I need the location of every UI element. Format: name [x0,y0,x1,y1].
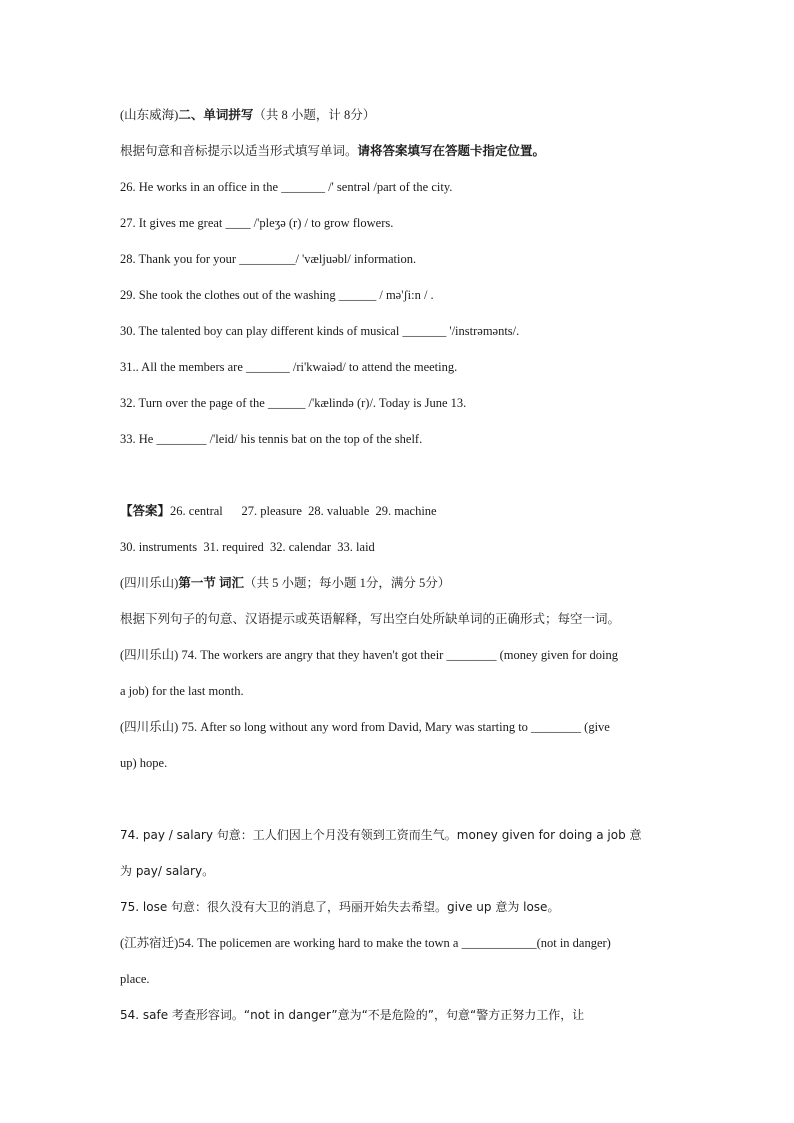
question-32: 32. Turn over the page of the ______ /'kælində (r)/. Today is June 13. [120,396,467,410]
question-54-line-1: (江苏宿迁)54. The policemen are working hard to make the town a ____________(not in danger) [120,936,611,950]
question-33: 33. He ________ /'leid/ his tennis bat on the top of the shelf. [120,432,423,446]
question-27: 27. It gives me great ____ /'pleʒə (r) / to grow flowers. [120,216,394,230]
answers-line-1: 【答案】26. central 27. pleasure 28. valuable 29. machine [120,504,437,518]
question-74-line-1: (四川乐山) 74. The workers are angry that they haven't got their ________ (money given for doing [120,648,618,662]
section1-title: 二、单词拼写 [178,108,254,122]
answer-74-line-2: 为 pay/ salary。 [120,864,215,878]
question-31: 31.. All the members are _______ /ri'kwaiəd/ to attend the meeting. [120,360,458,374]
section1-instruction: 根据句意和音标提示以适当形式填写单词。请将答案填写在答题卡指定位置。 [120,144,546,158]
question-75-line-2: up) hope. [120,756,168,770]
question-28: 28. Thank you for your _________/ 'væljuəbl/ information. [120,252,417,266]
question-75-line-1: (四川乐山) 75. After so long without any word from David, Mary was starting to ________ (give [120,720,610,734]
answer-label: 【答案】 [120,504,171,518]
section2-title: 第一节 词汇 [178,576,244,590]
answer-75: 75. lose 句意：很久没有大卫的消息了，玛丽开始失去希望。give up 意为 lose。 [120,900,560,914]
question-30: 30. The talented boy can play different kinds of musical _______ '/instrəmənts/. [120,324,520,338]
section1-header: (山东威海)二、单词拼写（共 8 小题，计 8分） [120,108,376,122]
answer-54: 54. safe 考查形容词。“not in danger”意为“不是危险的”，句意“警方正努力工作，让 [120,1008,585,1022]
question-26: 26. He works in an office in the _______ /' sentrəl /part of the city. [120,180,453,194]
question-29: 29. She took the clothes out of the washing ______ / mə'ʃi:n / . [120,288,434,302]
answer-74-line-1: 74. pay / salary 句意：工人们因上个月没有领到工资而生气。money given for doing a job 意 [120,828,642,842]
question-54-line-2: place. [120,972,150,986]
question-74-line-2: a job) for the last month. [120,684,244,698]
answers-line-2: 30. instruments 31. required 32. calendar 33. laid [120,540,375,554]
section2-instruction: 根据下列句子的句意、汉语提示或英语解释，写出空白处所缺单词的正确形式；每空一词。 [120,612,621,626]
section2-header: (四川乐山)第一节 词汇（共 5 小题；每小题 1分，满分 5分） [120,576,451,590]
